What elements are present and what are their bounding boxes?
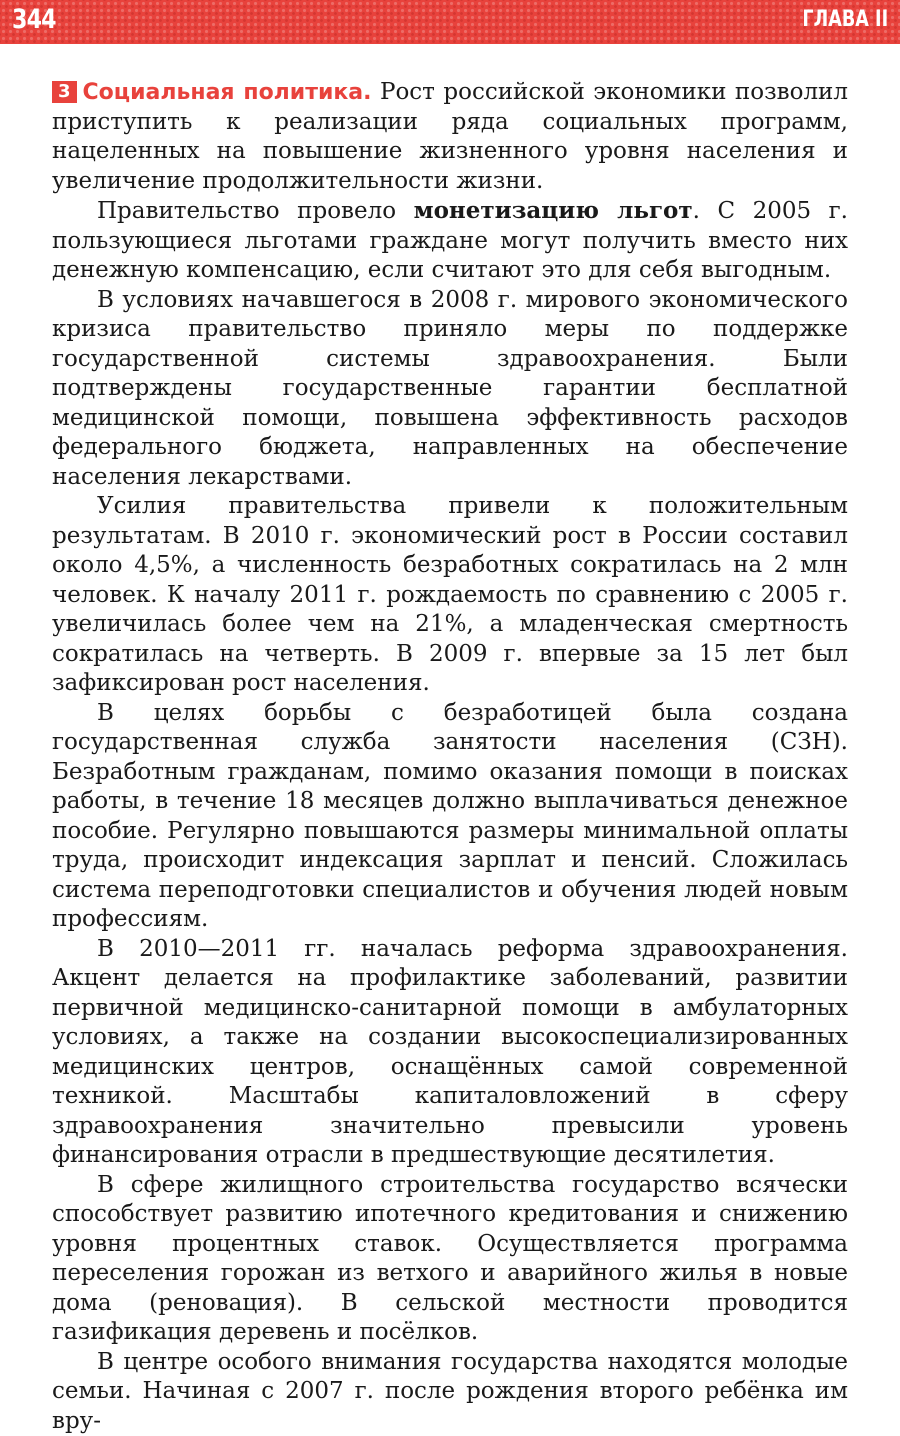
section-title: Социальная политика.	[83, 80, 372, 105]
paragraph-crisis: В условиях начавшегося в 2008 г. мирового экономического кризиса правительство приняло меры по поддержке государственной системы здравоохранения. Были подтверждены государственные гарантии бесплатной медицинской помощи, повышена эффективность расходов федерального бюджета, направленных на обеспечение населения лекарствами.	[52, 286, 848, 493]
section-intro-paragraph	[52, 78, 848, 196]
page-header	[0, 0, 900, 44]
section-number-badge: 3	[52, 81, 77, 103]
paragraph-young-families: В центре особого внимания государства находятся молодые семьи. Начиная с 2007 г. после рождения второго ребёнка им вру-	[52, 1348, 848, 1436]
page-body	[52, 78, 848, 1436]
key-term: монетизацию льгот	[414, 197, 693, 224]
paragraph-text: Правительство провело	[97, 198, 414, 224]
section-intro-text: Рост российской экономики позволил приступить к реализации ряда социальных программ, нацеленных на повышение жизненного уровня населения и увеличение продолжительности жизни.	[52, 79, 848, 194]
paragraph-results: Усилия правительства привели к положительным результатам. В 2010 г. экономический рост в России составил около 4,5%, а численность безработных сократилась на 2 млн человек. К началу 2011 г. рождаемость по сравнению с 2005 г. увеличилась более чем на 21%, а младенческая смертность сократилась на четверть. В 2009 г. впервые за 15 лет был зафиксирован рост населения.	[52, 492, 848, 699]
paragraph-text: . С 2005 г. пользующиеся льготами граждане могут получить вместо них денежную компенсацию, если считают это для себя выгодным.	[52, 198, 848, 283]
paragraph-healthcare-reform: В 2010—2011 гг. началась реформа здравоохранения. Акцент делается на профилактике заболеваний, развитии первичной медицинско-санитарной помощи в амбулаторных условиях, а также на создании высокоспециализированных медицинских центров, оснащённых самой современной техникой. Масштабы капиталовложений в сферу здравоохранения значительно превысили уровень финансирования отрасли в предшествующие десятилетия.	[52, 935, 848, 1171]
page-number: 344	[12, 4, 56, 35]
chapter-label: ГЛАВА II	[802, 7, 888, 32]
paragraph-housing: В сфере жилищного строительства государство всячески способствует развитию ипотечного кредитования и снижению уровня процентных ставок. Осуществляется программа переселения горожан из ветхого и аварийного жилья в новые дома (реновация). В сельской местности проводится газификация деревень и посёлков.	[52, 1171, 848, 1348]
paragraph-monetization	[52, 196, 848, 286]
paragraph-employment: В целях борьбы с безработицей была создана государственная служба занятости населения (СЗН). Безработным гражданам, помимо оказания помощи в поисках работы, в течение 18 месяцев должно выплачиваться денежное пособие. Регулярно повышаются размеры минимальной оплаты труда, происходит индексация зарплат и пенсий. Сложилась система переподготовки специалистов и обучения людей новым профессиям.	[52, 699, 848, 935]
